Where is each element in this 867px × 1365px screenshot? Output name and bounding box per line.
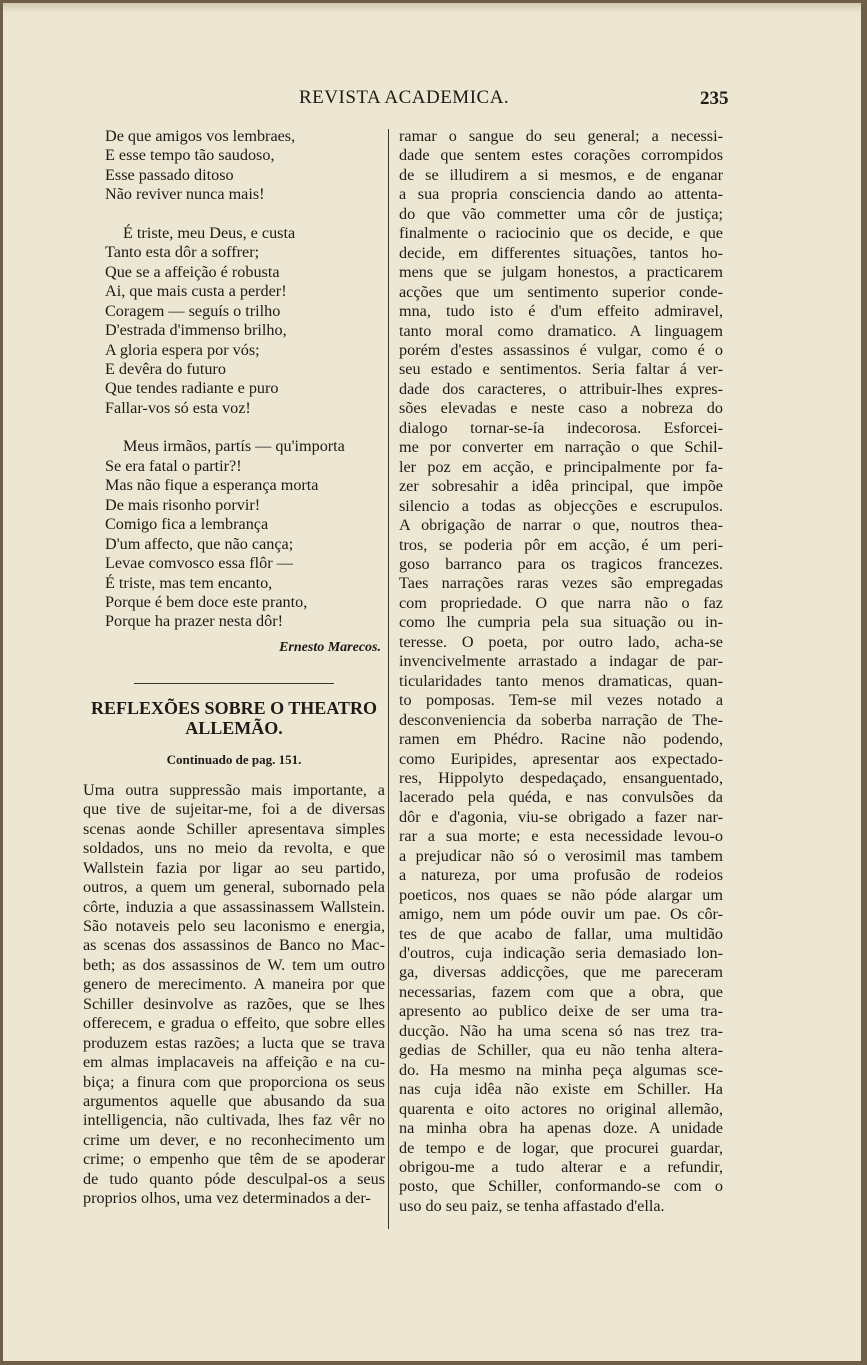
text-line: tros, se poderia pôr em acção, é um peri- — [399, 535, 723, 554]
poem-line: Que tendes radiante e puro — [105, 379, 279, 398]
text-line: como lhe cumpria pela sua situação ou in- — [399, 613, 723, 632]
text-line: d'outros, cuja indicação seria demasiado lon- — [399, 944, 723, 963]
text-line: A obrigação de narrar o que, noutros thea- — [399, 516, 723, 535]
text-line: intelligencia, não cultivada, lhes faz vêr no — [83, 1111, 385, 1130]
text-line: proprios olhos, uma vez determinados a der- — [83, 1189, 371, 1208]
text-line: zer sobresahir a idêa principal, que impõe — [399, 477, 723, 496]
text-line: outros, a quem um general, subornado pela — [83, 878, 385, 897]
text-line: finalmente o raciocinio que os decide, e que — [399, 224, 723, 243]
text-line: ticularidades tanto menos dramaticas, quan- — [399, 671, 723, 690]
text-line: em almas implacaveis na affeição e na cu- — [83, 1053, 385, 1072]
poem-line: A gloria espera por vós; — [105, 340, 260, 359]
poem-line: Fallar-vos só esta voz! — [105, 398, 251, 417]
text-line: beth; as dos assassinos de W. tem um outro — [83, 955, 385, 974]
text-line: produzem estas razões; a lucta que se trava — [83, 1033, 385, 1052]
text-line: Wallstein fazia por ligar ao seu partido, — [83, 858, 385, 877]
text-line: mna, tudo isto é d'um effeito admiravel, — [399, 302, 723, 321]
text-line: goso barranco para os tragicos francezes. — [399, 554, 723, 573]
poem-line: Coragem — seguís o trilho — [105, 301, 281, 320]
text-line: Schiller desinvolve as razões, que se lhes — [83, 994, 385, 1013]
poem-line: D'estrada d'immenso brilho, — [105, 321, 287, 340]
text-line: que tive de sujeitar-me, foi a de diversas — [83, 800, 385, 819]
text-line: me por converter em narração o que Schil- — [399, 438, 723, 457]
text-line: seu estado e sentimentos. Seria faltar á ver- — [399, 360, 723, 379]
text-line: soldados, uns no meio da revolta, e que — [83, 839, 385, 858]
poem-signature: Ernesto Marecos. — [279, 639, 381, 655]
text-line: como Euripides, apresentar aos expectado- — [399, 749, 723, 768]
text-line: ramen em Phédro. Racine não podendo, — [399, 730, 723, 749]
text-line: mens que se julgam honestos, a practicarem — [399, 263, 723, 282]
poem-line: Comigo fica a lembrança — [105, 515, 269, 534]
running-head — [3, 87, 861, 113]
book-page — [3, 3, 861, 1361]
text-line: rar a sua morte; e esta necessidade levou-o — [399, 827, 723, 846]
text-line: porém d'estes assassinos é vulgar, como é o — [399, 340, 723, 359]
text-line: gedias de Schiller, qua eu não tenha altera- — [399, 1041, 723, 1060]
text-line: dade dos caracteres, o attribuir-lhes expres- — [399, 379, 723, 398]
section-rule — [134, 683, 334, 684]
poem-line: Esse passado ditoso — [105, 165, 234, 184]
article-subtitle: Continuado de pag. 151. — [166, 752, 302, 768]
poem-line: Meus irmãos, partís — qu'importa — [123, 437, 345, 456]
text-line: posto, que Schiller, conformando-se com o — [399, 1177, 723, 1196]
running-title: REVISTA ACADEMICA. — [299, 87, 510, 108]
text-line: do que vão commetter uma côr de justiça; — [399, 204, 723, 223]
article-title-line-1: REFLEXÕES SOBRE O THEATRO — [91, 698, 377, 719]
text-line: a sua propria consciencia dando ao attenta- — [399, 185, 723, 204]
text-line: biça; a finura com que proporciona os seus — [83, 1072, 385, 1091]
text-line: a prejudicar não só o verosimil mas tambem — [399, 846, 723, 865]
text-line: dialogo tornar-se-ía indecorosa. Esforcei- — [399, 418, 723, 437]
text-line: de se illudirem a si mesmos, e de enganar — [399, 165, 723, 184]
poem-stanza-2 — [105, 224, 385, 419]
text-line: ramar o sangue do seu general; a necessi- — [399, 127, 723, 145]
page-edge-shadow — [3, 3, 861, 13]
text-line: genero de merecimento. A maneira por que — [83, 975, 385, 994]
text-line: desconveniencia da soberba narração de The- — [399, 710, 723, 729]
text-line: poeticos, nos quaes se não póde alargar um — [399, 885, 723, 904]
poem-stanza-3 — [105, 437, 385, 632]
poem-line: É triste, mas tem encanto, — [105, 573, 273, 592]
text-line: tes de que acabo de fallar, uma multidão — [399, 924, 723, 943]
text-line: lacerado pela quéda, e nas convulsões da — [399, 788, 723, 807]
poem-line: Ai, que mais custa a perder! — [105, 282, 287, 301]
text-line: crime; o empenho que têm de se apoderar — [83, 1150, 385, 1169]
text-line: obrigou-me a tudo alterar e a refundir, — [399, 1158, 723, 1177]
poem-line: De mais risonho porvir! — [105, 495, 261, 514]
text-line: acções que um sentimento superior conde- — [399, 282, 723, 301]
text-line: nas cuja idêa não existe em Schiller. Ha — [399, 1080, 723, 1099]
text-line: ga, diversas addicções, que me pareceram — [399, 963, 723, 982]
poem-line: Tanto esta dôr a soffrer; — [105, 243, 260, 262]
text-line: res, Hippolyto despedaçado, ensanguentado, — [399, 768, 723, 787]
poem-line: Que se a affeição é robusta — [105, 262, 280, 281]
text-line: necessarias, fazem com que a obra, que — [399, 982, 723, 1001]
text-line: amigo, nem um póde ouvir um pae. Os côr- — [399, 905, 723, 924]
text-line: do. Ha mesmo na minha peça algumas sce- — [399, 1060, 723, 1079]
poem-line: Não reviver nunca mais! — [105, 185, 265, 204]
text-line: as scenas dos assassinos de Banco no Mac- — [83, 936, 385, 955]
text-line: ler poz em acção, e principalmente por fa- — [399, 457, 723, 476]
poem-line: Porque é bem doce este pranto, — [105, 592, 308, 611]
text-line: scenas aonde Schiller apresentava simples — [83, 819, 385, 838]
text-line: na minha obra ha apenas doze. A unidade — [399, 1119, 723, 1138]
article-body-left — [83, 781, 385, 1209]
text-line: apresento ao publico deixe de ser uma tra- — [399, 1002, 723, 1021]
right-column — [399, 127, 723, 1216]
text-line: to pomposas. Tem-se mil vezes notado a — [399, 691, 723, 710]
poem-line: Mas não fique a esperança morta — [105, 476, 319, 495]
article-body-right — [399, 127, 723, 1216]
poem-stanza-1 — [105, 127, 385, 205]
text-line: crime um dever, e no reconhecimento um — [83, 1130, 385, 1149]
poem-line: E devêra do futuro — [105, 359, 226, 378]
text-line: offerecem, e gradua o effeito, que sobre elles — [83, 1014, 385, 1033]
article-title — [83, 698, 385, 738]
text-line: côrte, induzia a que assassinassem Wallstein. — [83, 897, 385, 916]
poem-line: D'um affecto, que não cança; — [105, 534, 294, 553]
poem-line: É triste, meu Deus, e custa — [123, 223, 296, 242]
text-line: Taes narrações raras vezes são empregadas — [399, 574, 723, 593]
text-line: a natureza, por uma profusão de rodeios — [399, 866, 723, 885]
text-line: tanto moral como dramatico. A linguagem — [399, 321, 723, 340]
text-line: de tempo e de logar, que procurei guardar, — [399, 1138, 723, 1157]
text-line: São notaveis pelo seu laconismo e energia, — [83, 916, 385, 935]
text-line: ducção. Não ha uma scena só nas trez tra- — [399, 1021, 723, 1040]
poem-line: Se era fatal o partir?! — [105, 456, 242, 475]
poem-line: Levae comvosco essa flôr — — [105, 554, 293, 573]
text-line: com propriedade. O que narra não o faz — [399, 593, 723, 612]
text-line: dôr e d'agonia, viu-se obrigado a fazer nar- — [399, 807, 723, 826]
text-line: uso do seu paiz, se tenha affastado d'ella. — [399, 1196, 665, 1215]
text-line: Uma outra suppressão mais importante, a — [83, 780, 385, 799]
text-line: sões elevadas e neste caso a nobreza do — [399, 399, 723, 418]
left-column — [83, 127, 385, 1209]
text-line: invencivelmente arrastado a indagar de par- — [399, 652, 723, 671]
poem-line: De que amigos vos lembraes, — [105, 127, 296, 145]
page-number: 235 — [700, 88, 729, 109]
text-line: de tudo quanto póde desculpal-os a seus — [83, 1169, 385, 1188]
column-divider — [388, 129, 389, 1229]
text-line: silencio a todas as objecções e escrupulos. — [399, 496, 723, 515]
text-line: argumentos aquelle que abusando da sua — [83, 1092, 385, 1111]
text-line: teresse. O poeta, por outro lado, acha-se — [399, 632, 723, 651]
article-title-line-2: ALLEMÃO. — [185, 718, 283, 739]
poem — [83, 127, 385, 632]
poem-line: Porque ha prazer nesta dôr! — [105, 612, 283, 631]
text-line: dade que sentem estes corações corrompidos — [399, 146, 723, 165]
text-line: decide, em differentes situações, tantos ho- — [399, 243, 723, 262]
poem-line: E esse tempo tão saudoso, — [105, 146, 275, 165]
text-line: quarenta e oito actores no original allemão, — [399, 1099, 723, 1118]
